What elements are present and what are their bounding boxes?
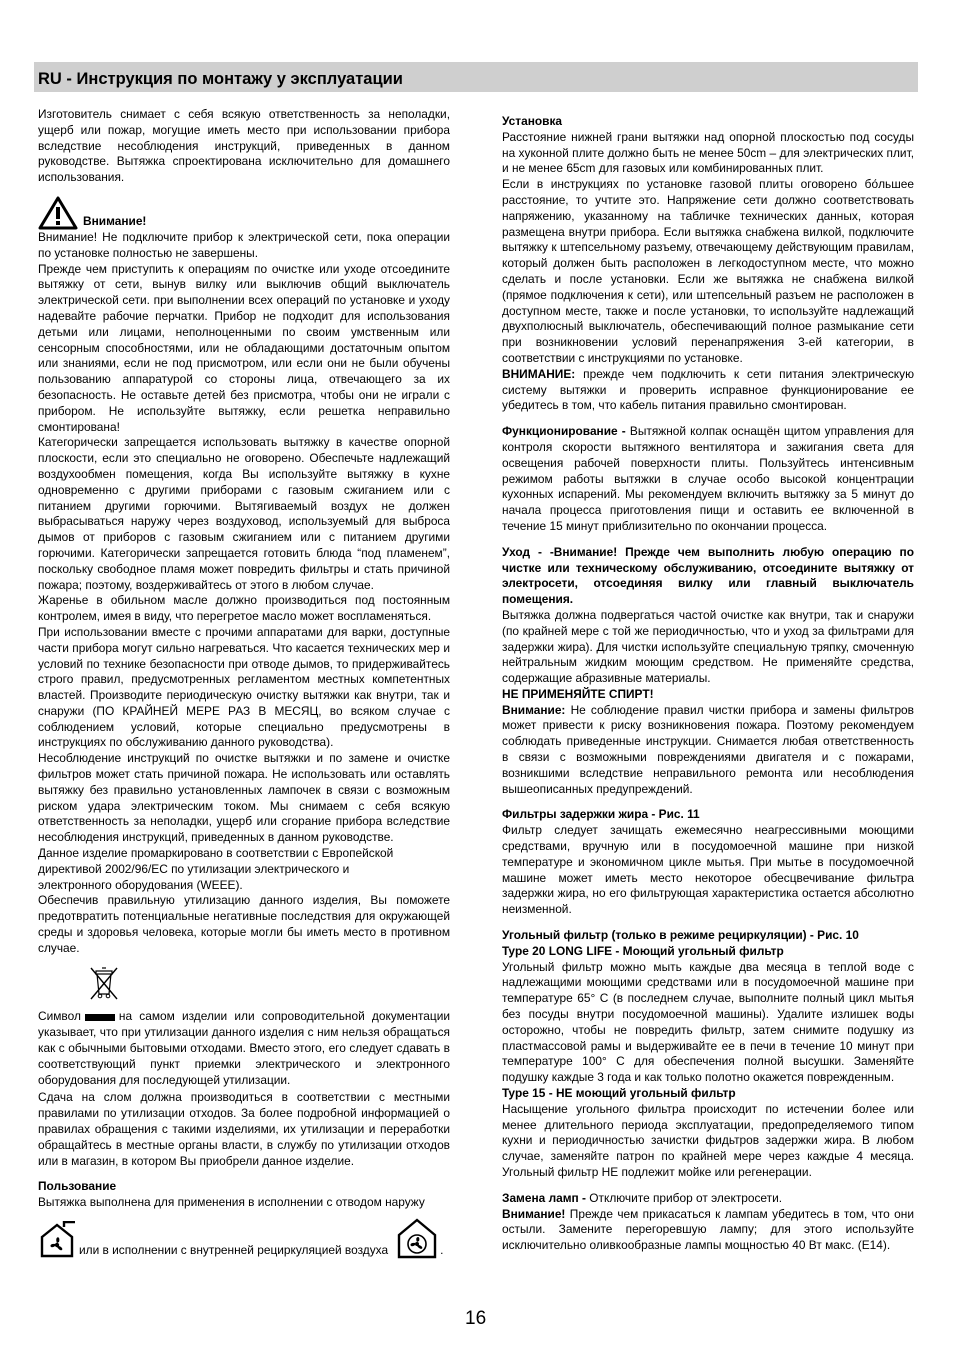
page-number: 16 xyxy=(465,1308,487,1329)
type20-title: Type 20 LONG LIFE - Моющий угольный фильтр xyxy=(502,943,784,958)
install-paragraph: Расстояние нижней грани вытяжки над опорной плоскостью под сосуды на хуконной плите должно быть не менее 50cm – для электрических плит, и не менее 65cm для газовых или комбинированных плит. xyxy=(502,129,914,176)
warning-paragraph: Жаренье в обильном масле должно производиться под постоянным контролем, имея в виду, что перегретое масло может воспламеняться. xyxy=(38,593,450,624)
left-column xyxy=(38,107,450,1259)
recirculation-icon xyxy=(394,1217,440,1259)
lamp-warning: Внимание! Прежде чем прикасаться к лампам убедитесь в том, что они остыли. Замените перегоревшую лампу; для этого используйте исключительно оливкообразные лампы мощностью 40 Вт макс. (E14). xyxy=(502,1206,914,1253)
care-warning: Внимание: Не соблюдение правил чистки прибора и замены фильтров может привести к риску возникновения пожара. Поэтому рекомендуем соблюдать приведенные инструкции. Снимается любая ответственность в связи с возможными повреждениями двигателя и с пожарами, возникшими вследствие неправильного ремонта или несоблюдения вышеописанных предупреждений. xyxy=(502,702,914,796)
install-title: Установка xyxy=(502,114,563,128)
grease-filter-title: Фильтры задержки жира - Рис. 11 xyxy=(502,807,700,822)
section-header xyxy=(34,62,918,92)
symbol-paragraph: Символ на самом изделии или сопроводительной документации указывает, что при утилизации данного изделия с ним нельзя обращаться как с обычными бытовыми отходами. Вместо этого, его следует сдавать в соответствующий пункт приемки электрического и электронного оборудования для последующей утилизации. xyxy=(38,1009,450,1087)
warning-heading xyxy=(38,192,450,230)
care-paragraph: Вытяжка должна подвергаться частой очистке как внутри, так и снаружи (по крайней мере с той же периодичностью, что и уход за фильтрами для задержки жира). Для чистки используйте специальную тряпку, смоченную нейтральным жидким моющим средством. Не применяйте средства, содержащие абразивные материалы. xyxy=(502,607,914,686)
warning-paragraph: Прежде чем приступить к операциям по очистке или уходе отсоедините вытяжку от сети, вынув вилку или выключив общий выключатель электрической сети. при выполнении всех операций по установке и уходу надевайте рабочие перчатки. Прибор не подходит для использования детьми или лицами, неполноценными по своим умственным или сенсорным способностями, или не обладающими достаточным опытом или знаниями, если не под присмотром, или если они не были обучены пользованию аппаратурой со стороны лица, отвечающего за их безопасность. Не оставьте детей без присмотра, чтобы они не играли с прибором. Не используйте вытяжку, если решетка неправильно смонтирована! xyxy=(38,261,450,434)
usage-recirc-text: или в исполнении с внутренней рециркуляцией воздуха xyxy=(79,1243,389,1258)
disposal-paragraph: Сдача на слом должна производиться в соответствии с местными правилами по утилизации отходов. За более подробной информацией о правилах обращения с такими изделиями, их утилизации и переработки обращайтесь в местные органы власти, в службу по утилизации отходов или в магазин, в котором Вы приобрели данное изделие. xyxy=(38,1090,450,1168)
carbon-filter-title: Угольный фильтр (только в режиме рециркуляции) - Рис. 10 xyxy=(502,928,859,943)
black-bar-icon xyxy=(85,1014,115,1021)
warning-paragraph: При использовании вместе с прочими аппаратами для варки, доступные части прибора могут сильно нагреваться. Что касается технических мер и условий по технике безопасности при отводе дымов, то придерживайтесь строго правил, предусмотренных регламентом местных компетентных властей. Производите периодическую очистку вытяжки как внутри, так и снаружи (ПО КРАЙНЕЙ МЕРЕ РАЗ В МЕСЯЦ, во всяком случае с соблюдением условий, которые специально предусмотрены в инструкциях по обслуживанию данного руководства). xyxy=(38,624,450,750)
type15-title: Type 15 - НЕ моющий угольный фильтр xyxy=(502,1086,736,1101)
type15-paragraph: Насыщение угольного фильтра происходит по истечении более или менее длительного периода эксплуатации, предопределяемого типом кухни и периодичностью зачистки фидьтров задержки жира. В любом случае, заменяйте патрон по крайней мере через каждые 4 месяца. Угольный фильтр НЕ подлежит мойке или регенерации. xyxy=(502,1101,914,1179)
warning-title: Внимание! xyxy=(83,214,147,229)
install-warning: ВНИМАНИЕ: прежде чем подключить к сети питания электрическую систему вытяжки и проверить исправное функционирование ее убедитесь в том, что кабель питания правильно смонтирован. xyxy=(502,366,915,413)
no-alcohol-note: НЕ ПРИМЕНЯЙТЕ СПИРТ! xyxy=(502,686,654,701)
care-title: Уход - -Внимание! Прежде чем выполнить любую операцию по чистке или техническому обслуживанию, отсоедините вытяжку от электросети, отсоединяя вилку или главный выключатель помещения. xyxy=(502,544,914,607)
weee-paragraph: Данное изделие промаркировано в соответствии с Европейской директивой 2002/96/EC по утилизации электрического и электронного оборудования (WEEE). xyxy=(38,846,394,892)
type20-paragraph: Угольный фильтр можно мыть каждые два месяца в теплой воде с надлежащими моющими средствами или в посудомоечной машине при температуре 65° С (в последнем случае, выполните полный цикл мытья без посуды внутри посудомоечной машины). Удалите излишек воды осторожно, чтобы не повредить фильтр, затем снимите подушку из пластмассовой рамы и выдерживайте ее в печи в течение 10 минут при температуре 100° С для обеспечения полной высушки. Заменяйте подушку каждые 3 года и как только полотно окажется поврежденным. xyxy=(502,959,914,1085)
right-column xyxy=(502,114,914,1254)
weee-paragraph: Обеспечив правильную утилизацию данного изделия, Вы поможете предотвратить потенциальные негативные последствия для окружающей среды и здоровья человека, которые могли бы иметь место в противном случае. xyxy=(38,893,450,955)
warning-paragraph: Внимание! Не подключите прибор к электрической сети, пока операции по установке полностью не завершены. xyxy=(38,229,450,260)
warning-paragraph: Несоблюдение инструкций по очистке вытяжки и по замене и очистке фильтров может стать причиной пожара. Не использовать или оставлять вытяжку без правильно установленных лампочек в связи с возможным риском удара электрическим током. Мы снимаем с себя всякую ответственность за неполадки, ущерб или сгорание прибора вследствие несоблюдения инструкций, приведенных в данном руководстве. xyxy=(38,751,450,845)
function-paragraph: Функционирование - Вытяжной колпак оснащён щитом управления для контроля скорости вытяжного вентилятора и зажигания света для освещения рабочей поверхности плиты. Пользуйтесь интенсивным режимом работы вытяжки в случае особо высокой концентрации кухонных испарений. Мы рекомендуем включить вытяжку за 5 минут до начала процесса приготовления пищи и оставить ее включенной в течение 15 минут приблизительно по окончании процесса. xyxy=(502,424,914,533)
usage-paragraph: Вытяжка выполнена для применения в исполнении с отводом наружу xyxy=(38,1195,425,1210)
install-paragraph: Если в инструкциях по установке газовой плиты оговорено бо́льшее расстояние, то учтите это. Напряжение сети должно соответствовать напряжению, указанному на табличке технических данных, которая размещена внутри прибора. Если вытяжка снабжена вилкой, подключите вытяжку к штепсельному разъему, отвечающему действующим правилам, который должен быть расположен в легкодоступном месте, что можно сделать и после установки. Если же вытяжка не снабжена вилкой (прямое подключения к сети), или штепсельный разъем не расположен в доступном месте, также и после установки, то используйте надлежащий двухполюсный выключатель, обеспечивающий полное размыкание сети при возникновении условий перенапряжения 3-ей категории, в соответствии с инструкциями по установке. xyxy=(502,177,914,365)
warning-triangle-icon xyxy=(38,196,78,230)
crossed-bin-icon xyxy=(85,965,125,1001)
ducted-extraction-icon xyxy=(38,1221,76,1259)
intro-paragraph: Изготовитель снимает с себя всякую ответственность за неполадки, ущерб или пожар, могущие иметь место при использовании прибора вследствие несоблюдения инструкций, приведенных в данном руководстве. Вытяжка спроектирована исключительно для домашнего использования. xyxy=(38,107,450,185)
usage-icons-row: или в исполнении с внутренней рециркуляцией воздуха . xyxy=(38,1217,450,1259)
grease-filter-paragraph: Фильтр следует зачищать ежемесячно неагрессивными моющими средствами, вручную или в посудомоечной машине при низкой температуре и экономичном цикле мытья. При мытье в посудомоечной машине может иметь место некоторое обесцвечивание фильтра задержки жира, но его фильтрующая характеристика остается абсолютно неизменной. xyxy=(502,823,914,917)
usage-title: Пользование xyxy=(38,1179,117,1194)
page-title: RU - Инструкция по монтажу у эксплуатации xyxy=(38,70,403,88)
lamp-paragraph: Замена ламп - Отключите прибор от электросети. xyxy=(502,1190,783,1205)
warning-paragraph: Категорически запрещается использовать вытяжку в качестве опорной плоскости, если это специально не оговорено. Обеспечьте надлежащий воздухообмен помещения, когда Вы используйте вытяжку в кухне одновременно с другими приборами с газовым сжиганием или с питанием другими горючими. Вытягиваемый воздух не должен выбрасываться наружу через воздуховод, используемый для выброса дымов от приборов с газовым сжиганием или с питанием другими горючими. Категорически запрещается готовить блюда “под пламенем”, поскольку свободное пламя может повредить фильтры и стать причиной пожара; поэтому, воздерживайтесь от этого в любом случае. xyxy=(38,435,450,592)
